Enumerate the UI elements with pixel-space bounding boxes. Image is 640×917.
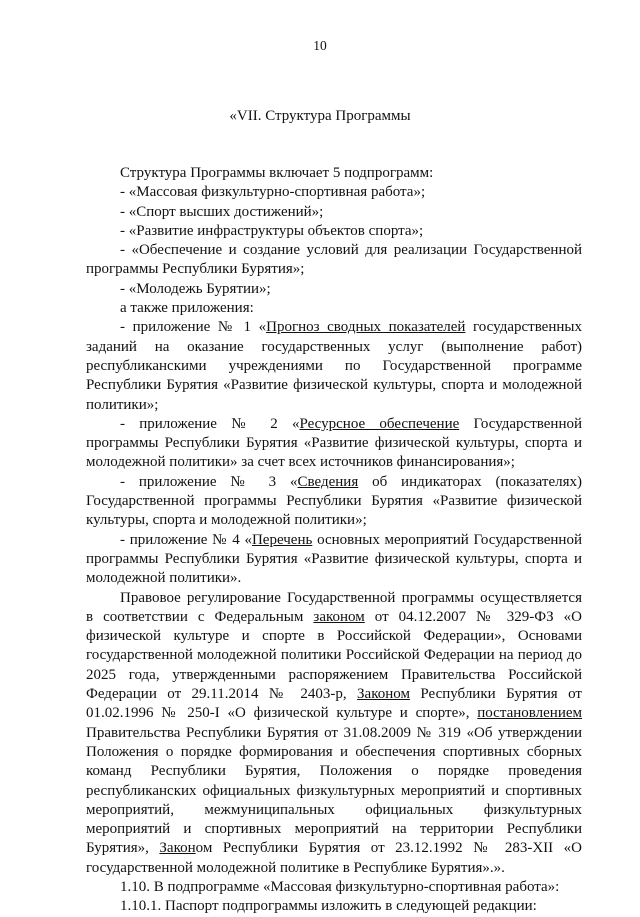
subprogram-item: - «Развитие инфраструктуры объектов спорта»; — [120, 222, 424, 239]
appendix-3-prefix: - приложение № 3 « — [120, 473, 298, 490]
appendix-4-text: основных мероприятий Государственной программы Республики Бурятия «Развитие физической культуры, спорта и молодежной политики». — [86, 531, 582, 587]
legal-text: Правовое регулирование Государственной программы осуществляется в соответствии с Федеральным — [86, 589, 582, 625]
appendices-intro: а также приложения: — [120, 300, 254, 317]
subprogram-item: - «Обеспечение и создание условий для реализации Государственной программы Республики Бурятия»; — [86, 242, 582, 278]
appendix-1-link[interactable]: Прогноз сводных показателей — [266, 319, 466, 336]
subprogram-item: - «Массовая физкультурно-спортивная работа»; — [120, 184, 426, 201]
appendix-2-link[interactable]: Ресурсное обеспечение — [299, 415, 460, 432]
item-1-10: 1.10. В подпрограмме «Массовая физкультурно-спортивная работа»: — [120, 878, 560, 895]
subprogram-item: - «Спорт высших достижений»; — [120, 203, 324, 220]
appendix-3-text: об индикаторах (показателях) Государственной программы Республики Бурятия «Развитие физической культуры, спорта и молодежной политики»; — [86, 473, 582, 529]
subprogram-item: - «Молодежь Бурятии»; — [120, 280, 271, 297]
item-1-10-1: 1.10.1. Паспорт подпрограммы изложить в следующей редакции: — [120, 898, 537, 915]
section-heading: «VII. Структура Программы — [229, 108, 411, 124]
legal-text: ом Республики Бурятия от 23.12.1992 № 283-XII «О государственной молодежной политике в Республике Бурятия».». — [86, 840, 582, 876]
appendix-2-text: Государственной программы Республики Бурятия «Развитие физической культуры, спорта и молодежной политики» за счет всех источников финансирования»; — [86, 415, 582, 471]
youth-law-link[interactable]: Закон — [159, 840, 196, 857]
appendix-2-prefix: - приложение № 2 « — [120, 415, 300, 432]
intro-paragraph: Структура Программы включает 5 подпрограмм: — [120, 165, 434, 181]
appendix-1-prefix: - приложение № 1 « — [120, 319, 267, 336]
legal-paragraph — [86, 589, 582, 878]
resolution-link[interactable]: постановлением — [477, 705, 582, 722]
legal-text: Правительства Республики Бурятия от 31.08.2009 № 319 «Об утверждении Положения о порядке формирования и обеспечения спортивных сборных команд Республики Бурятия, Положения о порядке проведения республиканских официальных физкультурных мероприятий и спортивных мероприятий, межмуниципальных официальных физкультурных мероприятий и спортивных мероприятий на территории Республики Бурятия», — [86, 724, 582, 857]
appendix-4-paragraph — [86, 531, 582, 589]
legal-text: от 04.12.2007 № 329-ФЗ «О физической культуре и спорте в Российской Федерации», Основами государственной молодежной политики Российской Федерации на период до 2025 года, утвержденными распоряжением Правительства Российской Федерации от 29.11.2014 № 2403-р, — [86, 608, 582, 703]
appendix-2-paragraph — [86, 415, 582, 473]
appendix-3-link[interactable]: Сведения — [297, 473, 359, 490]
appendix-4-link[interactable]: Перечень — [251, 531, 313, 548]
page-number: 10 — [313, 38, 327, 53]
federal-law-link[interactable]: законом — [313, 608, 365, 625]
republic-law-link[interactable]: Законом — [357, 686, 410, 703]
legal-text: Республики Бурятия от 01.02.1996 № 250-I «О физической культуре и спорте», — [86, 686, 582, 722]
appendix-1-paragraph — [86, 318, 582, 414]
appendix-1-text: государственных заданий на оказание государственных услуг (выполнение работ) республиканскими учреждениями по Государственной программе Республики Бурятия «Развитие физической культуры, спорта и молодежной политики»; — [86, 319, 582, 413]
document-body — [86, 164, 582, 917]
appendix-3-paragraph — [86, 473, 582, 531]
appendix-4-prefix: - приложение № 4 « — [120, 531, 252, 548]
